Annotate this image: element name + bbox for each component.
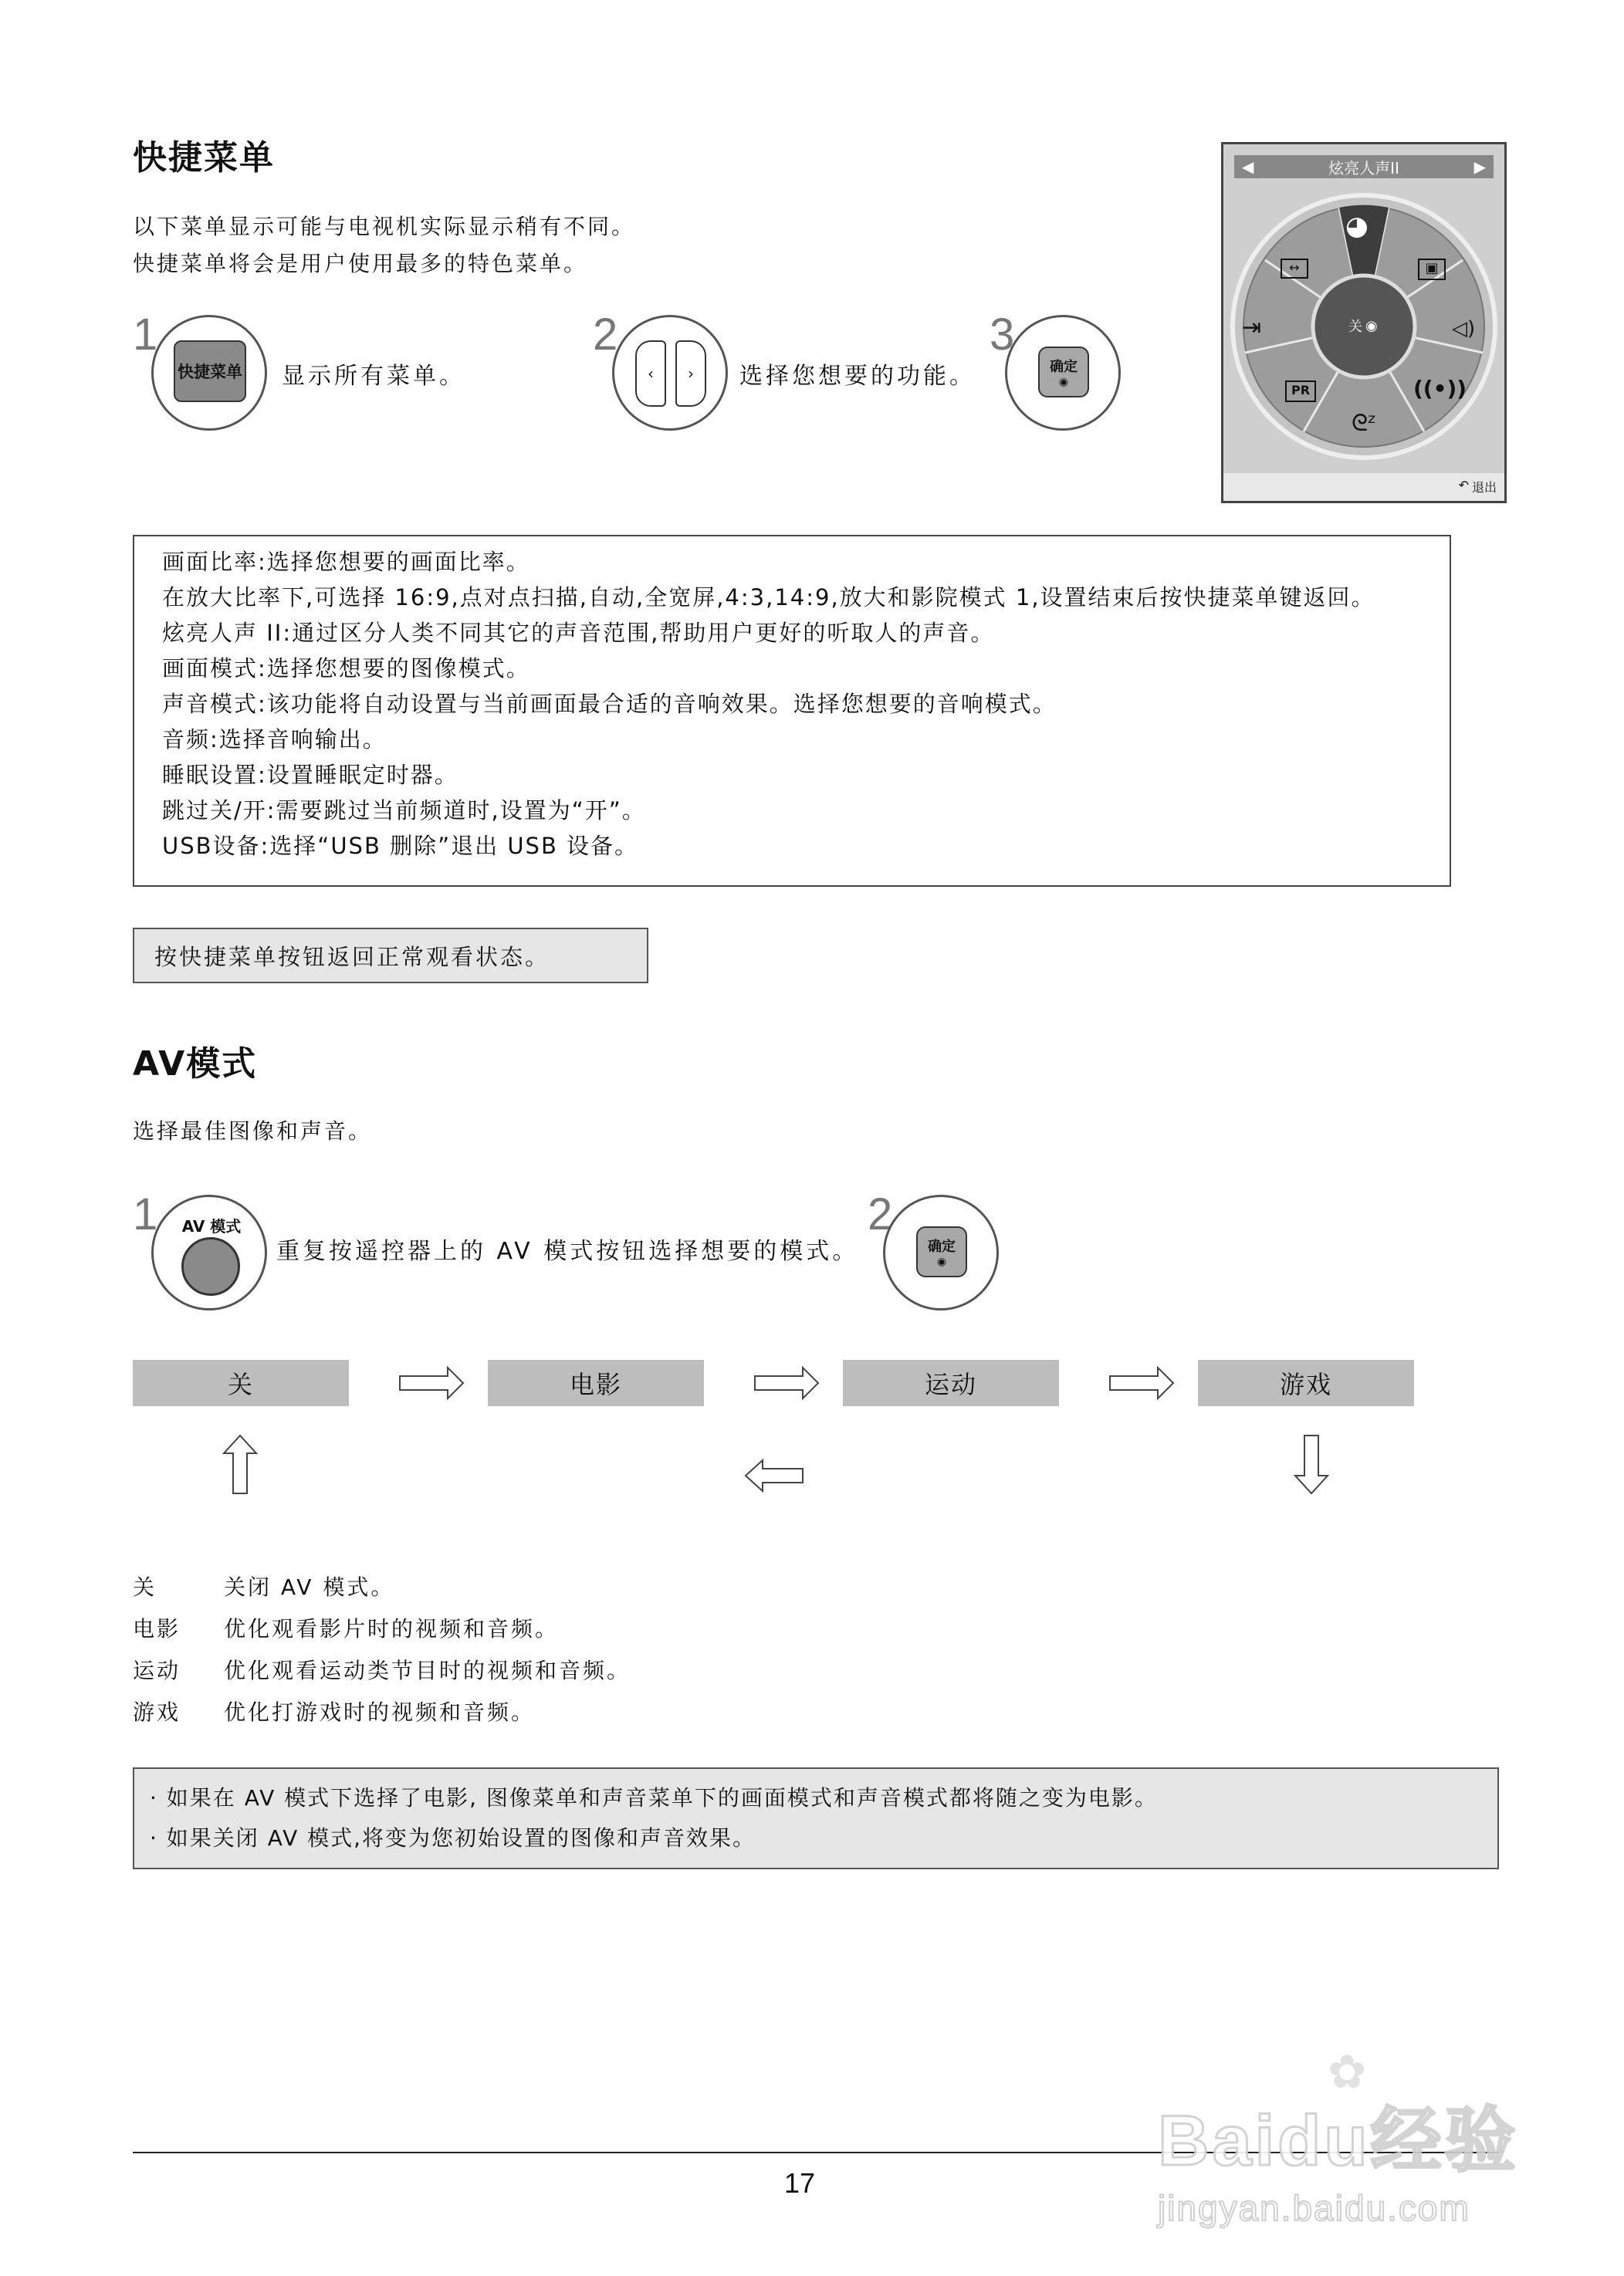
- remote-button-illustration: [612, 315, 728, 431]
- definition-term: 关: [133, 1574, 157, 1600]
- remote-button-illustration: [151, 1195, 267, 1310]
- description-line: 在放大比率下,可选择 16:9,点对点扫描,自动,全宽屏,4:3,14:9,放大和影院模式 1,设置结束后按快捷菜单键返回。: [162, 584, 1375, 610]
- description-line: 画面比率:选择您想要的画面比率。: [162, 549, 530, 575]
- quick-menu-title: 快捷菜单: [133, 138, 275, 178]
- center-off-label: [1348, 316, 1378, 336]
- triangle-left-icon: ◀: [1242, 157, 1254, 176]
- watermark-url: jingyan.baidu.com: [1158, 2188, 1470, 2228]
- aspect-ratio-icon: ↔: [1281, 259, 1308, 279]
- remote-button-illustration: [883, 1195, 999, 1310]
- page-number: 17: [784, 2167, 816, 2199]
- description-line: 声音模式:该功能将自动设置与当前画面最合适的音响效果。选择您想要的音响模式。: [162, 691, 1057, 717]
- ok-dot-icon: ◉: [1058, 376, 1069, 388]
- mode-sport: 运动: [843, 1360, 1059, 1406]
- exit-hint: [1459, 478, 1497, 495]
- description-line: 音频:选择音响输出。: [162, 726, 387, 752]
- sleep-timer-icon: ᘓᶻ: [1352, 410, 1377, 437]
- right-arrow-key-icon: ›: [675, 340, 706, 407]
- ok-key-label: 确定: [1050, 359, 1078, 375]
- left-arrow-key-icon: ‹: [635, 340, 666, 407]
- definition-desc: 关闭 AV 模式。: [224, 1574, 395, 1600]
- feature-description-box: [133, 535, 1451, 887]
- arrow-right-icon: [1110, 1368, 1173, 1398]
- quick-menu-key: 快捷菜单: [174, 340, 246, 402]
- step-number: 1: [133, 1189, 158, 1239]
- mode-movie: 电影: [488, 1360, 704, 1406]
- arrow-right-icon: [755, 1368, 818, 1398]
- tv-screen-illustration: [1221, 142, 1507, 503]
- note-line: · 如果关闭 AV 模式,将变为您初始设置的图像和声音效果。: [150, 1825, 756, 1851]
- ok-key: [1038, 347, 1089, 397]
- ok-key: [916, 1226, 967, 1277]
- step-text: 选择您想要的功能。: [739, 363, 976, 390]
- definition-row: [133, 1650, 631, 1692]
- exit-label: 退出: [1471, 480, 1497, 495]
- definition-term: 运动: [133, 1658, 181, 1683]
- triangle-right-icon: ▶: [1473, 157, 1486, 176]
- mode-off: 关: [133, 1360, 349, 1406]
- speaker-icon: ◁): [1452, 317, 1476, 340]
- definition-desc: 优化打游戏时的视频和音频。: [224, 1699, 536, 1725]
- av-mode-key: [181, 1237, 240, 1296]
- sound-mode-icon: ((•)): [1413, 376, 1467, 401]
- screen-header-label: 炫亮人声II: [1328, 158, 1399, 178]
- definition-term: 电影: [133, 1616, 181, 1642]
- quick-menu-intro-2: 快捷菜单将会是用户使用最多的特色菜单。: [133, 251, 588, 276]
- description-line: 炫亮人声 II:通过区分人类不同其它的声音范围,帮助用户更好的听取人的声音。: [162, 620, 995, 646]
- description-line: USB设备:选择“USB 删除”退出 USB 设备。: [162, 833, 639, 859]
- center-label-text: 关: [1348, 319, 1362, 335]
- mode-game: 游戏: [1198, 1360, 1414, 1406]
- step-number: 2: [868, 1189, 893, 1239]
- picture-mode-icon: ▣: [1418, 259, 1446, 280]
- description-line: 画面模式:选择您想要的图像模式。: [162, 655, 530, 681]
- arrow-up-icon: [224, 1436, 256, 1493]
- audio-output-icon: ⇥: [1242, 314, 1262, 341]
- mode-definitions: [133, 1567, 631, 1733]
- definition-row: [133, 1567, 631, 1608]
- ok-dot-icon: ◉: [1365, 317, 1378, 334]
- watermark-logo: Baidu经验: [1158, 2102, 1519, 2180]
- paw-icon: ✿: [1328, 2045, 1367, 2099]
- definition-row: [133, 1608, 631, 1650]
- av-mode-intro: 选择最佳图像和声音。: [133, 1118, 373, 1144]
- step-number: 1: [133, 309, 158, 360]
- step-number: 2: [593, 309, 618, 360]
- description-line: 跳过关/开:需要跳过当前频道时,设置为“开”。: [162, 797, 646, 823]
- step-text: 显示所有菜单。: [282, 363, 465, 390]
- step-number: 3: [990, 309, 1015, 360]
- description-line: 睡眠设置:设置睡眠定时器。: [162, 762, 458, 788]
- definition-term: 游戏: [133, 1699, 181, 1725]
- av-mode-notes: [133, 1767, 1499, 1869]
- step-text: 重复按遥控器上的 AV 模式按钮选择想要的模式。: [276, 1238, 859, 1265]
- definition-desc: 优化观看影片时的视频和音频。: [224, 1616, 560, 1642]
- mode-cycle-arrows: [0, 1343, 1624, 1505]
- ok-key-label: 确定: [928, 1239, 956, 1255]
- arrow-right-icon: [400, 1368, 463, 1398]
- return-icon: ↶: [1458, 478, 1469, 492]
- definition-row: [133, 1692, 631, 1733]
- arrow-left-icon: [746, 1460, 803, 1491]
- definition-desc: 优化观看运动类节目时的视频和音频。: [224, 1658, 631, 1683]
- remote-button-illustration: [1005, 315, 1121, 431]
- clear-voice-icon: ◕: [1345, 211, 1369, 242]
- note-line: · 如果在 AV 模式下选择了电影, 图像菜单和声音菜单下的画面模式和声音模式都将随之变为电影。: [150, 1785, 1158, 1811]
- av-mode-key-label: AV 模式: [181, 1217, 242, 1236]
- screen-footer-bar: [1223, 473, 1504, 501]
- av-mode-title: AV模式: [133, 1044, 258, 1084]
- pr-skip-icon: PR: [1285, 380, 1316, 402]
- remote-button-illustration: [151, 315, 267, 431]
- arrow-down-icon: [1295, 1436, 1328, 1493]
- return-note: 按快捷菜单按钮返回正常观看状态。: [133, 928, 648, 983]
- ok-dot-icon: ◉: [936, 1256, 947, 1268]
- quick-menu-intro-1: 以下菜单显示可能与电视机实际显示稍有不同。: [133, 214, 636, 239]
